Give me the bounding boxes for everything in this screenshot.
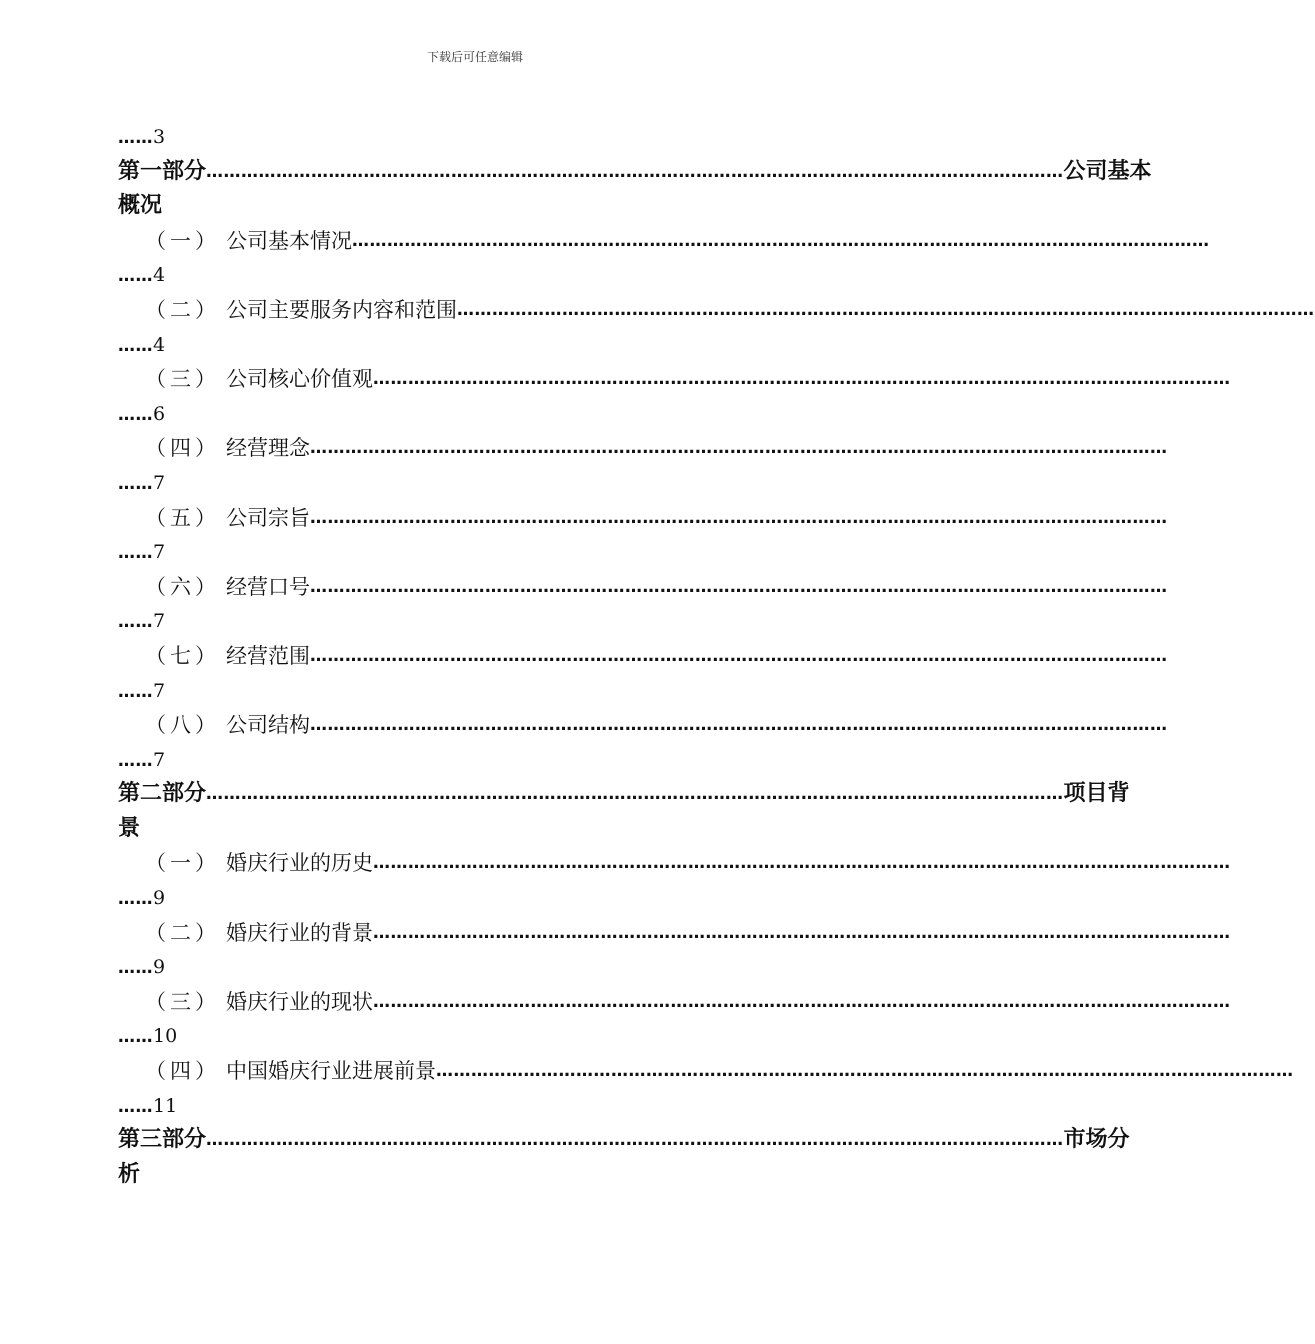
toc-entry[interactable] <box>118 846 1231 881</box>
toc-entry[interactable] <box>118 985 1231 1020</box>
entry-title: 经营理念 <box>226 436 310 461</box>
entry-title: 中国婚庆行业进展前景 <box>226 1059 436 1084</box>
part-label: 第三部分 <box>118 1127 207 1153</box>
part-title-continued: 析 <box>118 1161 141 1187</box>
toc-page-number: 10 <box>153 1025 178 1048</box>
toc-entry[interactable] <box>118 570 1168 605</box>
leader-dots: …… <box>118 1027 153 1048</box>
toc-entry[interactable] <box>118 708 1168 743</box>
toc-entry[interactable] <box>118 501 1168 536</box>
toc-entry-page-line <box>118 258 832 293</box>
leader-dots: …… <box>118 1096 153 1117</box>
part-title: 项目背 <box>1063 781 1130 807</box>
leader-dots: …… <box>118 958 153 979</box>
toc-page-number: 4 <box>153 333 166 356</box>
leader-dots: …… <box>118 335 153 356</box>
toc-entry-page-line <box>118 466 832 501</box>
table-of-contents <box>118 120 1315 1192</box>
toc-entry-page-line <box>118 950 832 985</box>
page-header: 下载后可任意编辑 <box>426 50 523 64</box>
toc-part-heading[interactable] <box>118 1123 1130 1158</box>
toc-entry-page-line <box>118 674 832 709</box>
toc-entry-page-line <box>118 1089 832 1124</box>
leader-dots: …… <box>118 473 153 494</box>
toc-page-number: 9 <box>153 887 166 910</box>
entry-title: 经营口号 <box>226 574 310 599</box>
toc-entry-page-line <box>118 397 832 432</box>
leader-dots: ………………………………………………………………………………………………………………………………… <box>457 299 1315 320</box>
toc-entry[interactable] <box>118 1054 1294 1089</box>
toc-entry-page-line <box>118 604 832 639</box>
toc-continuation-line <box>118 120 832 155</box>
toc-page-number: 3 <box>153 126 166 148</box>
leader-dots: ………………………………………………………………………………………………………………………………… <box>206 161 1064 182</box>
leader-dots: ………………………………………………………………………………………………………………………………… <box>206 784 1064 805</box>
entry-title: 公司主要服务内容和范围 <box>226 297 457 322</box>
entry-title: 公司结构 <box>226 713 310 738</box>
toc-entry[interactable] <box>118 431 1168 466</box>
toc-page-number: 7 <box>153 471 166 494</box>
entry-number: （三） <box>145 989 220 1014</box>
toc-page-number: 11 <box>153 1094 178 1117</box>
entry-number: （四） <box>145 436 220 461</box>
entry-title: 婚庆行业的背景 <box>226 920 373 945</box>
part-title: 市场分 <box>1063 1127 1130 1153</box>
toc-section-list <box>118 224 1315 778</box>
leader-dots: ………………………………………………………………………………………………………………………………… <box>310 645 1168 666</box>
leader-dots: ………………………………………………………………………………………………………………………………… <box>373 369 1231 390</box>
leader-dots: ………………………………………………………………………………………………………………………………… <box>310 576 1168 597</box>
toc-part-heading-wrap <box>118 1158 832 1193</box>
leader-dots: ………………………………………………………………………………………………………………………………… <box>206 1130 1064 1151</box>
entry-number: （二） <box>145 297 220 322</box>
toc-page-number: 4 <box>153 264 166 287</box>
part-label: 第二部分 <box>118 781 207 807</box>
leader-dots: ………………………………………………………………………………………………………………………………… <box>310 715 1168 736</box>
toc-page-number: 7 <box>153 679 166 702</box>
entry-title: 公司宗旨 <box>226 505 310 530</box>
leader-dots: ………………………………………………………………………………………………………………………………… <box>373 853 1231 874</box>
toc-part-heading[interactable] <box>118 155 1152 190</box>
toc-page-number: 7 <box>153 610 166 633</box>
toc-page-number: 9 <box>153 956 166 979</box>
entry-number: （六） <box>145 574 220 599</box>
entry-number: （一） <box>145 851 220 876</box>
entry-number: （五） <box>145 505 220 530</box>
leader-dots: …… <box>118 612 153 633</box>
entry-number: （七） <box>145 643 220 668</box>
leader-dots: ………………………………………………………………………………………………………………………………… <box>373 991 1231 1012</box>
leader-dots: ………………………………………………………………………………………………………………………………… <box>373 922 1231 943</box>
leader-dots: …… <box>118 750 153 771</box>
leader-dots: ………………………………………………………………………………………………………………………………… <box>310 438 1168 459</box>
toc-entry[interactable] <box>118 916 1231 951</box>
part-title-continued: 概况 <box>118 193 163 219</box>
part-label: 第一部分 <box>118 158 207 184</box>
toc-entry-page-line <box>118 328 832 363</box>
leader-dots: ………………………………………………………………………………………………………………………………… <box>436 1061 1294 1082</box>
leader-dots: …… <box>118 543 153 564</box>
leader-dots: …… <box>118 681 153 702</box>
toc-entry[interactable] <box>118 224 1210 259</box>
toc-entry-page-line <box>118 1019 832 1054</box>
leader-dots: ………………………………………………………………………………………………………………………………… <box>352 230 1210 251</box>
entry-title: 婚庆行业的现状 <box>226 989 373 1014</box>
toc-entry[interactable] <box>118 362 1231 397</box>
entry-title: 公司基本情况 <box>226 228 352 253</box>
toc-part-heading-wrap <box>118 812 832 847</box>
toc-part-heading-wrap <box>118 189 832 224</box>
part-title: 公司基本 <box>1063 158 1152 184</box>
toc-part-heading[interactable] <box>118 777 1130 812</box>
part-title-continued: 景 <box>118 815 141 841</box>
entry-title: 经营范围 <box>226 643 310 668</box>
leader-dots: …… <box>118 404 153 425</box>
toc-page-number: 7 <box>153 748 166 771</box>
entry-number: （二） <box>145 920 220 945</box>
leader-dots: …… <box>118 128 153 148</box>
leader-dots: ………………………………………………………………………………………………………………………………… <box>310 507 1168 528</box>
leader-dots: …… <box>118 266 153 287</box>
toc-entry-page-line <box>118 881 832 916</box>
toc-entry-page-line <box>118 535 832 570</box>
toc-page-number: 7 <box>153 541 166 564</box>
entry-number: （三） <box>145 367 220 392</box>
entry-number: （八） <box>145 713 220 738</box>
entry-title: 婚庆行业的历史 <box>226 851 373 876</box>
entry-title: 公司核心价值观 <box>226 367 373 392</box>
toc-entry[interactable] <box>118 639 1168 674</box>
toc-section-list <box>118 846 1294 1123</box>
toc-page-number: 6 <box>153 402 166 425</box>
entry-number: （四） <box>145 1059 220 1084</box>
toc-entry[interactable] <box>118 293 1315 328</box>
leader-dots: …… <box>118 889 153 910</box>
toc-entry-page-line <box>118 743 832 778</box>
entry-number: （一） <box>145 228 220 253</box>
